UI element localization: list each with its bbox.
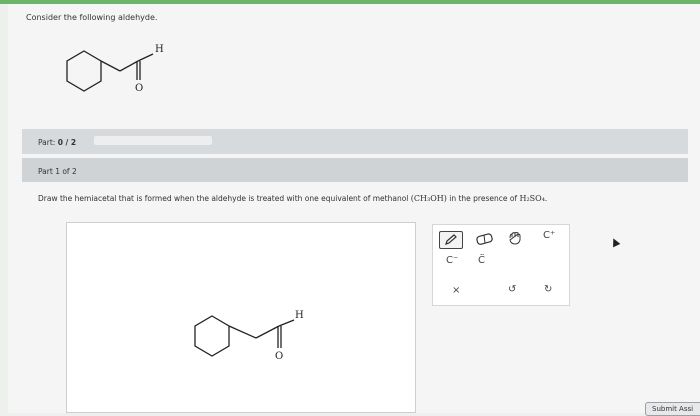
clear-icon[interactable]: ×	[452, 285, 461, 296]
submit-button[interactable]: Submit Assi	[645, 402, 700, 416]
aldehyde-structure	[58, 38, 168, 98]
atom-O-label: O	[135, 83, 144, 94]
carbanion-icon[interactable]: C⁻	[446, 255, 459, 266]
eraser-icon[interactable]	[475, 233, 495, 248]
progress-track	[94, 136, 212, 145]
pencil-icon[interactable]	[439, 231, 463, 249]
part-label: Part:	[38, 138, 58, 147]
methanol-formula: (CH₃OH)	[410, 194, 447, 203]
canvas-aldehyde-structure[interactable]	[186, 302, 316, 366]
undo-icon[interactable]: ↺	[508, 284, 517, 295]
part-progress-count: 0 / 2	[57, 138, 77, 147]
part-progress-bar	[22, 129, 688, 154]
part-1-header	[22, 158, 688, 182]
lone-pair-icon[interactable]: C̈	[478, 255, 485, 266]
grab-hand-icon[interactable]	[507, 231, 523, 248]
atom-H-label: H	[155, 44, 164, 55]
canvas-atom-H-label: H	[295, 310, 304, 321]
drawing-toolbar	[432, 224, 570, 306]
part-1-label: Part 1 of 2	[38, 167, 77, 176]
sulfuric-acid-formula: H₂SO₄	[519, 194, 545, 203]
redo-icon[interactable]: ↻	[544, 284, 553, 295]
carbocation-icon[interactable]: C⁺	[543, 230, 556, 241]
question-prompt: Draw the hemiacetal that is formed when the aldehyde is treated with one equivalent of methanol (CH₃OH) in the presence of H₂SO₄.	[38, 194, 548, 203]
canvas-atom-O-label: O	[275, 351, 284, 362]
question-text: Consider the following aldehyde.	[26, 13, 158, 22]
